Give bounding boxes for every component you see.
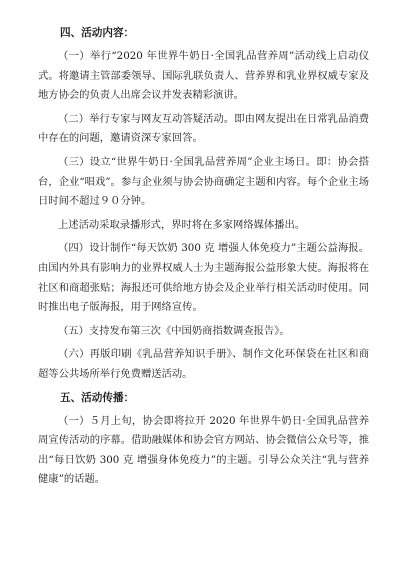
paragraph-launch-ceremony: （一）举行“2020 年世界牛奶日·全国乳品营养周”活动线上启动仪式。将邀请主管部委领导、国际乳联负责人、营养界和乳业界权威专家及地方协会的负责人出席会议并发表精彩演讲。: [38, 50, 369, 102]
paragraph-handbook-reprint: （六）再版印刷《乳品营养知识手册》、制作文化环保袋在社区和商超等公共场所举行免费赠送活动。: [38, 348, 369, 380]
section-heading-activity-content: 四、活动内容：: [60, 27, 135, 39]
paragraph-expert-qa: （二）举行专家与网友互动答疑活动。即由网友提出在日常乳品消费中存在的问题，邀请资深专家回答。: [38, 112, 369, 145]
section-heading-activity-promotion: 五、活动传播：: [60, 391, 135, 404]
paragraph-enterprise-day: （三）设立“世界牛奶日·全国乳品营养周”企业主场日。即：协会搭台，企业“唱戏”。参与企业须与协会协商确定主题和内容。每个企业主场日时间不超过９０分钟。: [38, 155, 369, 208]
paragraph-poster-design: （四）设计制作“每天饮奶 300 克 增强人体免疫力”主题公益海报。由国内外具有影响力的业界权威人士为主题海报公益形象大使。海报将在社区和商超张贴；海报还可供给地方协会及企业举行相关活动时使用。同时推出电子版海报，用于网络宣传。: [38, 242, 369, 314]
paragraph-may-campaign: （一）５月上旬，协会即将拉开 2020 年世界牛奶日·全国乳品营养周宣传活动的序幕。借助融媒体和协会官方网站、协会微信公众号等，推出“每日饮奶 300 克 增强身体免疫力”的主题。引导公众关注“乳与营养健康”的话题。: [38, 414, 369, 486]
paragraph-report-release: （五）支持发布第三次《中国奶商指数调查报告》。: [58, 324, 290, 337]
paragraph-recorded-broadcast: 上述活动采取录播形式，界时将在多家网络媒体播出。: [58, 218, 306, 231]
